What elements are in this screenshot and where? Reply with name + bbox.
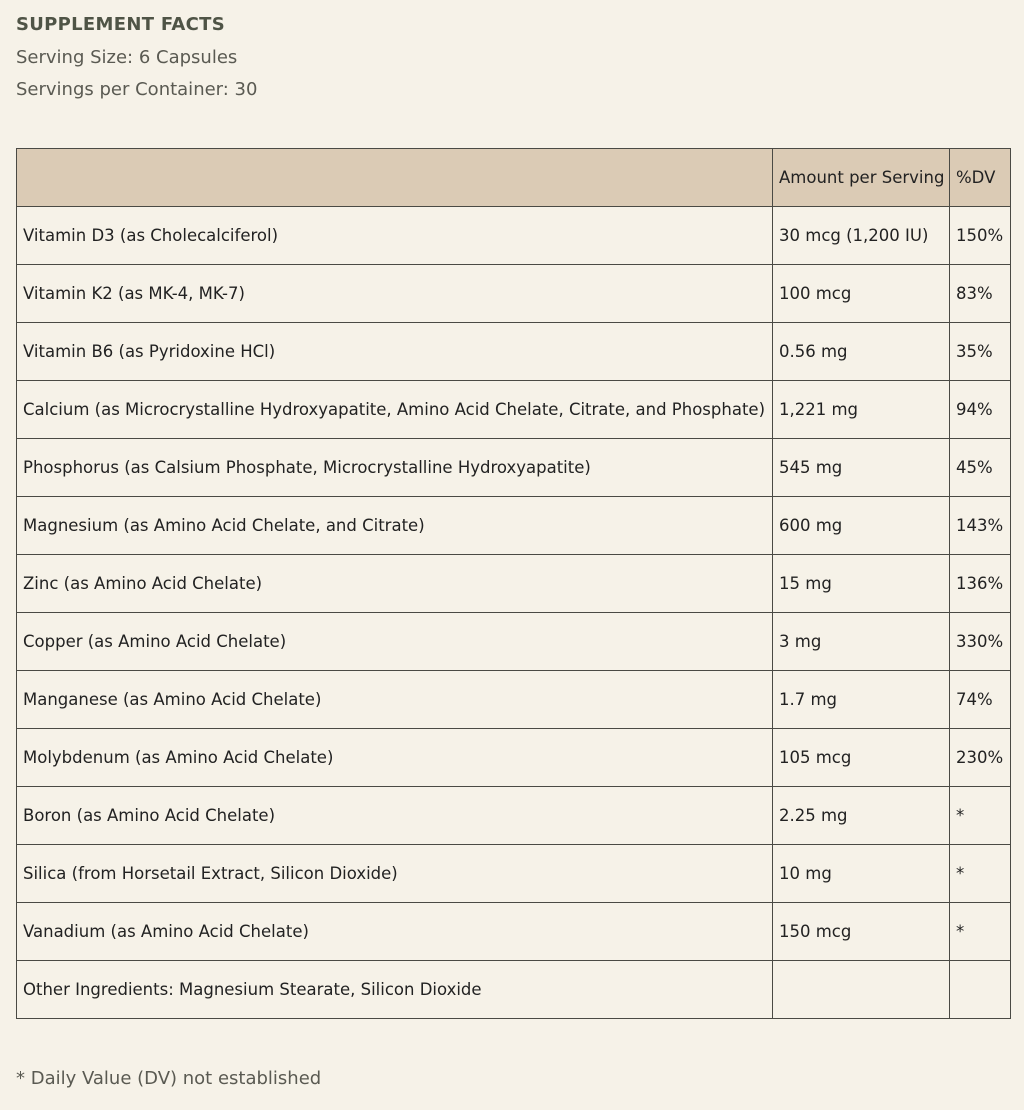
- ingredient-cell: Phosphorus (as Calsium Phosphate, Microcrystalline Hydroxyapatite): [17, 439, 773, 497]
- amount-cell: 600 mg: [773, 497, 950, 555]
- amount-cell: 15 mg: [773, 555, 950, 613]
- table-row: [17, 381, 1011, 439]
- page-title: SUPPLEMENT FACTS: [16, 14, 225, 35]
- amount-cell: [773, 961, 950, 1019]
- amount-cell: 0.56 mg: [773, 323, 950, 381]
- dv-cell: 150%: [950, 207, 1011, 265]
- amount-cell: 1,221 mg: [773, 381, 950, 439]
- amount-cell: 30 mcg (1,200 IU): [773, 207, 950, 265]
- dv-cell: 74%: [950, 671, 1011, 729]
- ingredient-cell: Vitamin K2 (as MK-4, MK-7): [17, 265, 773, 323]
- table-row: [17, 497, 1011, 555]
- table-row: [17, 439, 1011, 497]
- dv-cell: 136%: [950, 555, 1011, 613]
- amount-cell: 105 mcg: [773, 729, 950, 787]
- ingredient-cell: Silica (from Horsetail Extract, Silicon Dioxide): [17, 845, 773, 903]
- amount-cell: 2.25 mg: [773, 787, 950, 845]
- dv-cell: 330%: [950, 613, 1011, 671]
- table-row: [17, 613, 1011, 671]
- column-header-amount: Amount per Serving: [773, 149, 950, 207]
- supplement-header: [16, 12, 257, 106]
- dv-cell: *: [950, 787, 1011, 845]
- ingredient-cell: Other Ingredients: Magnesium Stearate, Silicon Dioxide: [17, 961, 773, 1019]
- dv-cell: 94%: [950, 381, 1011, 439]
- ingredient-cell: Boron (as Amino Acid Chelate): [17, 787, 773, 845]
- ingredient-cell: Vanadium (as Amino Acid Chelate): [17, 903, 773, 961]
- column-header-dv: %DV: [950, 149, 1011, 207]
- table-row: [17, 845, 1011, 903]
- amount-cell: 545 mg: [773, 439, 950, 497]
- table-header-row: [17, 149, 1011, 207]
- dv-cell: 83%: [950, 265, 1011, 323]
- amount-cell: 3 mg: [773, 613, 950, 671]
- table-row: [17, 729, 1011, 787]
- footnote: * Daily Value (DV) not established: [16, 1068, 322, 1089]
- ingredient-cell: Molybdenum (as Amino Acid Chelate): [17, 729, 773, 787]
- table-row: [17, 555, 1011, 613]
- ingredient-cell: Magnesium (as Amino Acid Chelate, and Citrate): [17, 497, 773, 555]
- servings-per-container: Servings per Container: 30: [16, 79, 258, 100]
- ingredient-cell: Vitamin B6 (as Pyridoxine HCl): [17, 323, 773, 381]
- table-row: [17, 903, 1011, 961]
- table-row: [17, 671, 1011, 729]
- dv-cell: 230%: [950, 729, 1011, 787]
- table-row: [17, 961, 1011, 1019]
- dv-cell: [950, 961, 1011, 1019]
- dv-cell: *: [950, 845, 1011, 903]
- amount-cell: 1.7 mg: [773, 671, 950, 729]
- ingredient-cell: Vitamin D3 (as Cholecalciferol): [17, 207, 773, 265]
- dv-cell: *: [950, 903, 1011, 961]
- ingredient-cell: Zinc (as Amino Acid Chelate): [17, 555, 773, 613]
- ingredient-cell: Copper (as Amino Acid Chelate): [17, 613, 773, 671]
- dv-cell: 143%: [950, 497, 1011, 555]
- table-row: [17, 787, 1011, 845]
- serving-size: Serving Size: 6 Capsules: [16, 47, 238, 68]
- dv-cell: 35%: [950, 323, 1011, 381]
- dv-cell: 45%: [950, 439, 1011, 497]
- ingredient-cell: Manganese (as Amino Acid Chelate): [17, 671, 773, 729]
- amount-cell: 100 mcg: [773, 265, 950, 323]
- supplement-facts-table: [16, 148, 1011, 1019]
- table-body: [17, 207, 1011, 1019]
- amount-cell: 10 mg: [773, 845, 950, 903]
- ingredient-cell: Calcium (as Microcrystalline Hydroxyapatite, Amino Acid Chelate, Citrate, and Phosphate): [17, 381, 773, 439]
- column-header-ingredient: [17, 149, 773, 207]
- table-row: [17, 265, 1011, 323]
- table-row: [17, 207, 1011, 265]
- amount-cell: 150 mcg: [773, 903, 950, 961]
- table-row: [17, 323, 1011, 381]
